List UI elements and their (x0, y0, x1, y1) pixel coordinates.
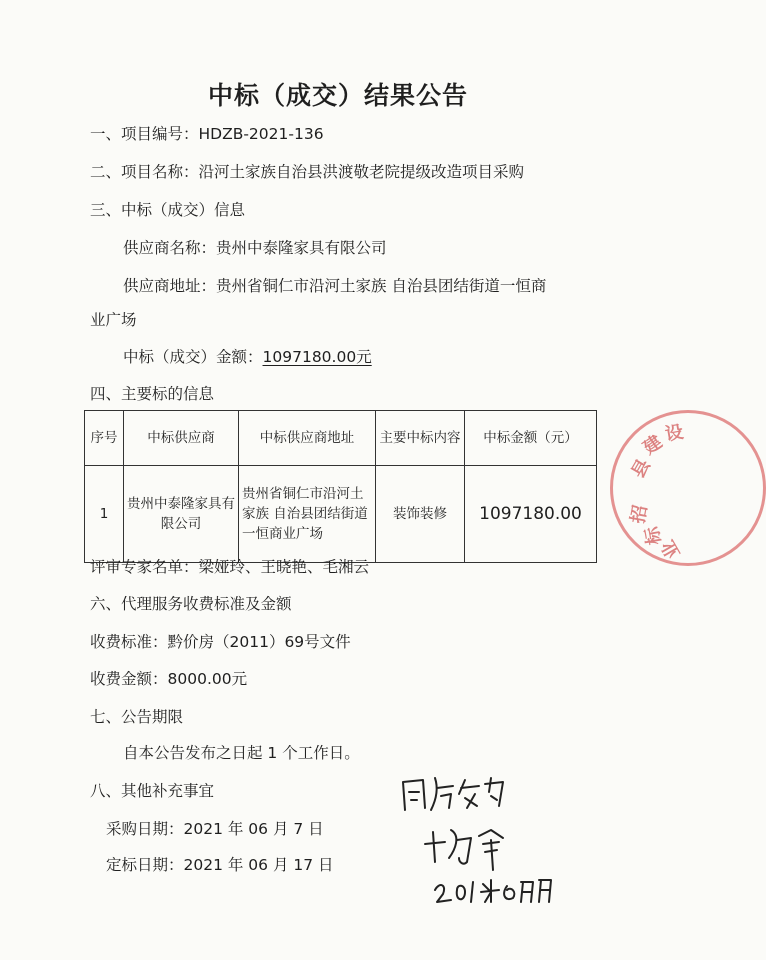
header-content: 主要中标内容 (376, 411, 465, 466)
award-amount-value: 1097180.00元 (262, 348, 372, 366)
section-notice-period: 七、公告期限 (90, 708, 184, 726)
header-address: 中标供应商地址 (239, 411, 376, 466)
award-date: 定标日期：2021 年 06 月 17 日 (106, 856, 334, 874)
review-experts: 评审专家名单：梁娅玲、王晓艳、毛湘云 (90, 558, 370, 576)
project-name: 二、项目名称：沿河土家族自治县洪渡敬老院提级改造项目采购 (90, 163, 525, 181)
award-amount (123, 345, 372, 367)
header-supplier: 中标供应商 (124, 411, 239, 466)
fee-amount: 收费金额：8000.00元 (90, 670, 248, 688)
purchase-date: 采购日期：2021 年 06 月 7 日 (106, 820, 324, 838)
bid-table (84, 410, 597, 563)
page-title: 中标（成交）结果公告 (207, 81, 468, 110)
cell-content: 装饰装修 (376, 466, 465, 563)
supplier-name: 供应商名称：贵州中泰隆家具有限公司 (123, 239, 387, 257)
project-number: 一、项目编号：HDZB-2021-136 (90, 125, 324, 143)
header-no: 序号 (85, 411, 124, 466)
section-other: 八、其他补充事宜 (90, 782, 215, 800)
award-amount-label: 中标（成交）金额： (123, 348, 263, 366)
cell-address: 贵州省铜仁市沿河土家族 自治县团结街道一恒商业广场 (239, 466, 376, 563)
official-seal: 县 建 设 招 标 业 (610, 410, 766, 566)
header-amount: 中标金额（元） (465, 411, 597, 466)
table-row (85, 466, 597, 563)
handwritten-signature (395, 770, 575, 910)
table-header-row (85, 411, 597, 466)
supplier-address: 供应商地址：贵州省铜仁市沿河土家族 自治县团结街道一恒商 (123, 277, 547, 295)
cell-amount: 1097180.00 (465, 466, 597, 563)
cell-supplier: 贵州中泰隆家具有限公司 (124, 466, 239, 563)
section-main-items: 四、主要标的信息 (90, 385, 215, 403)
fee-standard: 收费标准：黔价房（2011）69号文件 (90, 633, 351, 651)
notice-period: 自本公告发布之日起 1 个工作日。 (123, 744, 360, 762)
section-award-info: 三、中标（成交）信息 (90, 201, 246, 219)
supplier-address-cont: 业广场 (90, 311, 137, 329)
section-agency-fee: 六、代理服务收费标准及金额 (90, 595, 292, 613)
cell-no: 1 (85, 466, 124, 563)
